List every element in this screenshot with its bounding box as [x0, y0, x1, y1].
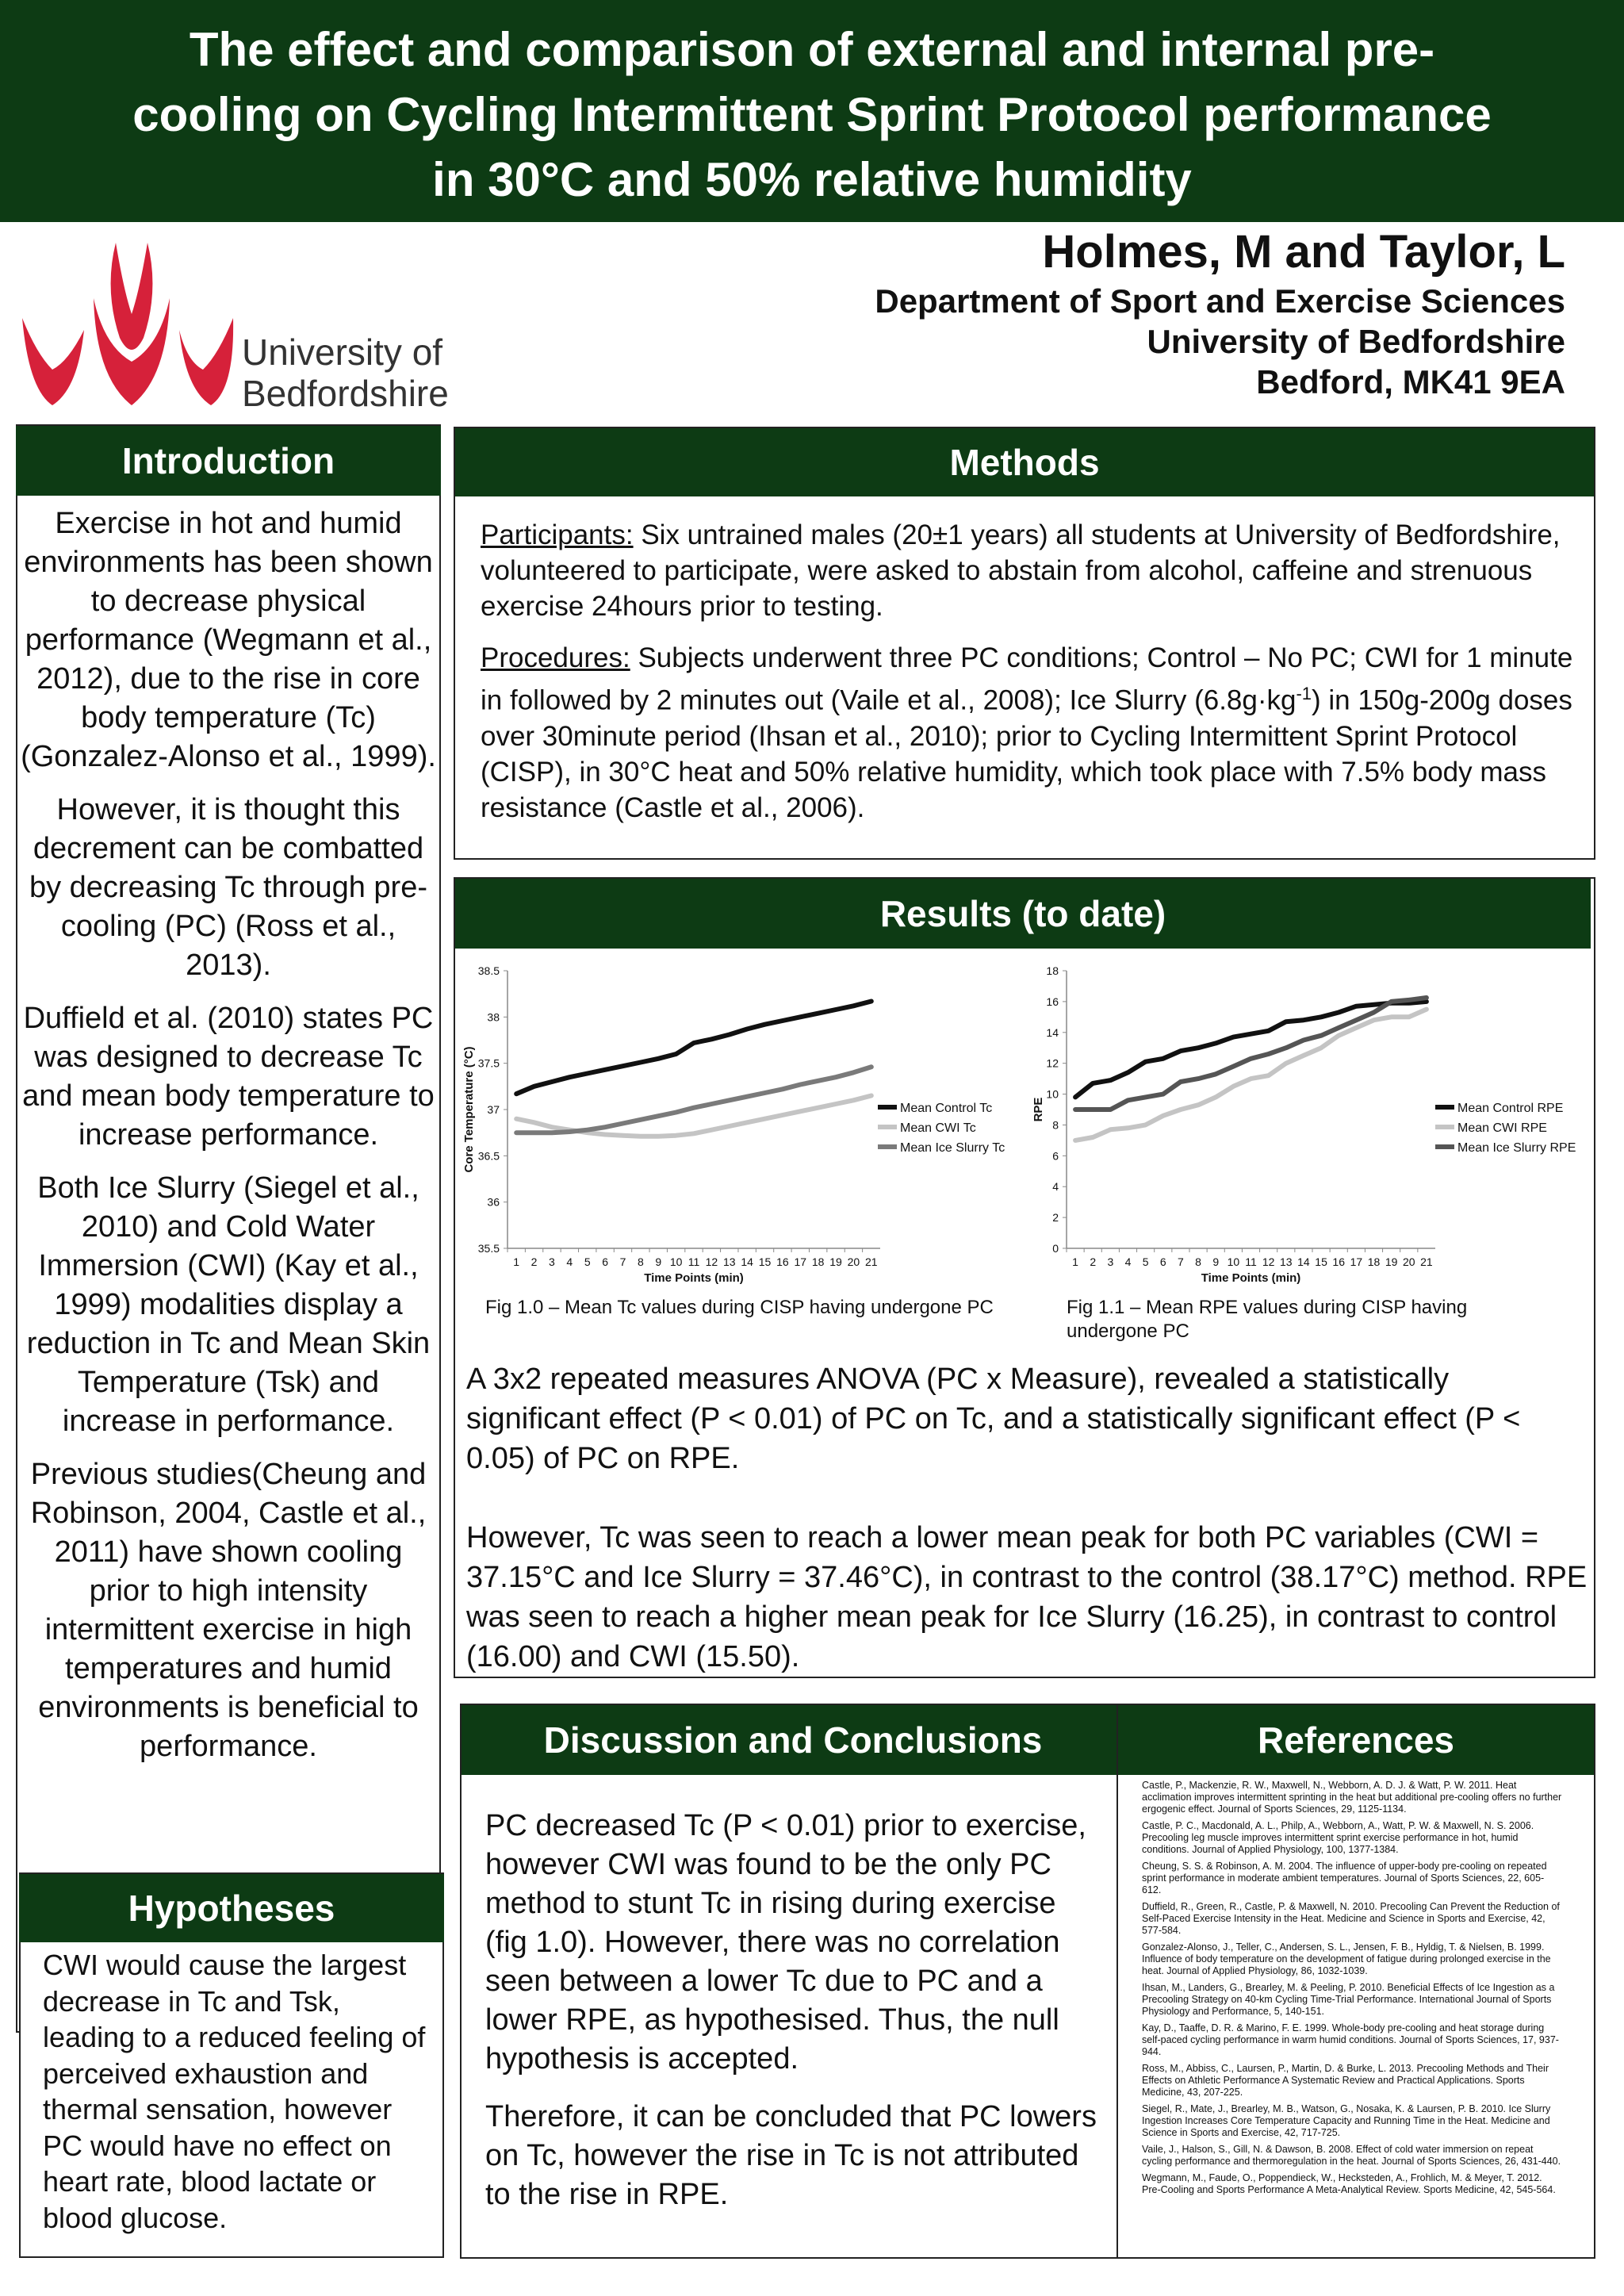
procedures-text-b: ) in 150g-200g doses over 30minute period (Ihsan et al., 2010); prior to Cycling Intermittent Sprint Protocol (CISP), in 30°C heat and 50% relative humidity, which took place with 7.5% body mass resistance (Castle et al., 2006).	[481, 684, 1572, 823]
reference-item: Gonzalez-Alonso, J., Teller, C., Andersen, S. L., Jensen, F. B., Hyldig, T. & Nielsen, B. 1999. Influence of body temperature on the development of fatigue during prolonged exercise in the heat. Journal of Applied Physiology, 86, 1032-1039.	[1142, 1941, 1551, 1976]
introduction-body	[21, 504, 436, 1780]
legend-label: Mean Ice Slurry RPE	[1457, 1141, 1576, 1155]
x-tick-label: 1	[513, 1255, 520, 1268]
y-tick-label: 37.5	[477, 1056, 500, 1070]
discussion-heading: Discussion and Conclusions	[462, 1705, 1124, 1775]
university-logo-icon	[21, 243, 235, 409]
logo-line-2: Bedfordshire	[242, 373, 449, 414]
x-tick-label: 18	[1367, 1255, 1381, 1268]
x-tick-label: 21	[1420, 1255, 1433, 1268]
reference-item: Cheung, S. S. & Robinson, A. M. 2004. The influence of upper-body pre-cooling on repeated sprint performance in moderate ambient temperatures. Journal of Sports Sciences, 22, 605-612.	[1142, 1861, 1547, 1895]
participants-label: Participants:	[481, 519, 634, 550]
participants-paragraph	[481, 517, 1575, 624]
university: University of Bedfordshire	[1147, 323, 1565, 360]
x-tick-label: 5	[1142, 1255, 1149, 1268]
x-tick-label: 18	[811, 1255, 825, 1268]
x-tick-label: 20	[1402, 1255, 1415, 1268]
x-tick-label: 14	[1297, 1255, 1310, 1268]
results-paragraph: A 3x2 repeated measures ANOVA (PC x Measure), revealed a statistically significant effect (P < 0.01) of PC on Tc, and a statistically significant effect (P < 0.05) of PC on RPE.	[466, 1363, 1521, 1475]
author-names: Holmes, M and Taylor, L	[1042, 226, 1565, 278]
x-tick-label: 13	[1279, 1255, 1293, 1268]
procedures-superscript: -1	[1296, 684, 1312, 703]
x-tick-label: 10	[1227, 1255, 1240, 1268]
y-tick-label: 4	[1052, 1180, 1059, 1194]
legend-label: Mean Control Tc	[900, 1102, 993, 1115]
y-tick-label: 36.5	[477, 1149, 500, 1163]
y-tick-label: 16	[1046, 995, 1059, 1008]
x-tick-label: 11	[1245, 1255, 1257, 1268]
x-tick-label: 5	[584, 1255, 591, 1268]
x-tick-label: 17	[794, 1255, 807, 1268]
series-line-2	[1075, 998, 1427, 1110]
reference-item: Castle, P., Mackenzie, R. W., Maxwell, N., Webborn, A. D. J. & Watt, P. W. 2011. Heat acclimation improves intermittent sprinting in the heat but additional pre-cooling offers no further ergogenic effect. Journal of Sports Sciences, 29, 1125-1134.	[1142, 1780, 1562, 1815]
x-axis-label: Time Points (min)	[644, 1271, 744, 1285]
x-tick-label: 7	[1178, 1255, 1184, 1268]
x-tick-label: 19	[1385, 1255, 1398, 1268]
x-tick-label: 13	[722, 1255, 736, 1268]
x-tick-label: 17	[1350, 1255, 1363, 1268]
x-tick-label: 4	[1124, 1255, 1132, 1268]
rpe-chart	[1031, 952, 1595, 1301]
legend-label: Mean Control RPE	[1457, 1102, 1564, 1115]
address: Bedford, MK41 9EA	[1256, 363, 1565, 401]
intro-paragraph: Exercise in hot and humid environments has been shown to decrease physical performance (Wegmann et al., 2012), due to the rise in core body temperature (Tc) (Gonzalez-Alonso et al., 1999).	[21, 507, 436, 773]
author-block	[875, 224, 1565, 402]
x-tick-label: 8	[1195, 1255, 1201, 1268]
y-tick-label: 35.5	[477, 1242, 500, 1255]
y-tick-label: 38.5	[477, 964, 500, 977]
x-tick-label: 15	[1315, 1255, 1327, 1268]
x-tick-label: 12	[1262, 1255, 1275, 1268]
intro-paragraph: Duffield et al. (2010) states PC was designed to decrease Tc and mean body temperature to increase performance.	[22, 1002, 435, 1152]
procedures-label: Procedures:	[481, 642, 630, 673]
x-tick-label: 9	[655, 1255, 662, 1268]
logo-line-1: University of	[242, 332, 443, 373]
y-tick-label: 2	[1052, 1211, 1059, 1225]
y-tick-label: 37	[487, 1103, 500, 1116]
x-tick-label: 1	[1072, 1255, 1078, 1268]
procedures-text-a: Subjects underwent three PC conditions; Control – No PC; CWI for 1 minute in followed by 2 minutes out (Vaile et al., 2008); Ice Slurry (6.8g·kg	[481, 642, 1573, 716]
x-tick-label: 16	[776, 1255, 789, 1268]
x-tick-label: 15	[758, 1255, 772, 1268]
title-line-3: in 30°C and 50% relative humidity	[432, 153, 1192, 206]
discussion-paragraph: Therefore, it can be concluded that PC lowers on Tc, however the rise in Tc is not attributed to the rise in RPE.	[485, 2100, 1097, 2211]
hypotheses-heading: Hypotheses	[19, 1874, 444, 1942]
intro-paragraph: Previous studies(Cheung and Robinson, 2004, Castle et al., 2011) have shown cooling prior to high intensity intermittent exercise in high temperatures and humid environments is beneficial to performance.	[30, 1458, 427, 1763]
x-tick-label: 19	[829, 1255, 842, 1268]
series-line-0	[1075, 1002, 1427, 1098]
reference-item: Duffield, R., Green, R., Castle, P. & Maxwell, N. 2010. Precooling Can Prevent the Reduction of Self-Paced Exercise Intensity in the Heat. Medicine and Science in Sports and Exercise, 42, 577-584.	[1142, 1901, 1560, 1936]
discussion-body	[485, 1807, 1104, 2233]
y-tick-label: 6	[1052, 1149, 1059, 1163]
x-axis-label: Time Points (min)	[1201, 1271, 1301, 1285]
x-tick-label: 3	[1107, 1255, 1114, 1268]
reference-item: Ross, M., Abbiss, C., Laursen, P., Martin, D. & Burke, L. 2013. Precooling Methods and Their Effects on Athletic Performance A Systematic Review and Practical Applications. Sports Medicine, 43, 207-225.	[1142, 2063, 1549, 2098]
y-tick-label: 38	[487, 1010, 500, 1024]
x-tick-label: 6	[602, 1255, 608, 1268]
core-temperature-chart	[460, 952, 1031, 1301]
title-line-1: The effect and comparison of external and internal pre-	[189, 23, 1435, 76]
legend-label: Mean Ice Slurry Tc	[900, 1141, 1005, 1155]
reference-item: Castle, P. C., Macdonald, A. L., Philp, A., Webborn, A., Watt, P. W. & Maxwell, N. S. 2006. Precooling leg muscle improves intermittent sprint exercise performance in hot, humid conditions. Journal of Applied Physiology, 100, 1377-1384.	[1142, 1820, 1534, 1855]
hypotheses-body: CWI would cause the largest decrease in Tc and Tsk, leading to a reduced feeling of perceived exhaustion and thermal sensation, however PC would have no effect on heart rate, blood lactate or blood glucose.	[43, 1949, 426, 2234]
introduction-heading: Introduction	[16, 426, 441, 496]
x-tick-label: 21	[865, 1255, 878, 1268]
y-tick-label: 0	[1052, 1242, 1059, 1255]
discussion-paragraph: PC decreased Tc (P < 0.01) prior to exercise, however CWI was found to be the only PC method to stunt Tc in rising during exercise (fig 1.0). However, there was no correlation seen between a lower Tc due to PC and a lower RPE, as hypothesised. Thus, the null hypothesis is accepted.	[485, 1809, 1086, 2076]
methods-heading: Methods	[455, 428, 1594, 496]
x-tick-label: 9	[1212, 1255, 1220, 1268]
poster-title	[0, 0, 1624, 213]
title-line-2: cooling on Cycling Intermittent Sprint Protocol performance	[132, 88, 1492, 141]
x-tick-label: 7	[619, 1255, 626, 1268]
x-tick-label: 8	[637, 1255, 644, 1268]
results-paragraph: However, Tc was seen to reach a lower mean peak for both PC variables (CWI = 37.15°C and Ice Slurry = 37.46°C), in contrast to the control (38.17°C) method. RPE was seen to reach a higher mean peak for Ice Slurry (16.25), in contrast to control (16.00) and CWI (15.50).	[466, 1521, 1588, 1673]
fig2-caption: Fig 1.1 – Mean RPE values during CISP having undergone PC	[1067, 1297, 1468, 1342]
reference-item: Vaile, J., Halson, S., Gill, N. & Dawson, B. 2008. Effect of cold water immersion on repeat cycling performance and thermoregulation in the heat. Journal of Sports Sciences, 26, 431-440.	[1142, 2144, 1561, 2167]
x-tick-label: 20	[847, 1255, 860, 1268]
y-tick-label: 36	[487, 1195, 500, 1209]
y-tick-label: 18	[1046, 964, 1059, 977]
x-tick-label: 6	[1159, 1255, 1166, 1268]
x-tick-label: 16	[1332, 1255, 1346, 1268]
legend-label: Mean CWI Tc	[900, 1121, 976, 1135]
legend-label: Mean CWI RPE	[1457, 1121, 1547, 1135]
x-tick-label: 2	[530, 1255, 538, 1268]
reference-item: Ihsan, M., Landers, G., Brearley, M. & Peeling, P. 2010. Beneficial Effects of Ice Ingestion as a Precooling Strategy on 40-km Cycling Time-Trial Performance. International Journal of Sports Physiology and Performance, 5, 140-151.	[1142, 1982, 1555, 2017]
procedures-paragraph	[481, 640, 1575, 826]
fig1-caption: Fig 1.0 – Mean Tc values during CISP having undergone PC	[485, 1297, 994, 1318]
methods-body	[481, 517, 1575, 841]
reference-item: Kay, D., Taaffe, D. R. & Marino, F. E. 1999. Whole-body pre-cooling and heat storage during self-paced cycling performance in warm humid conditions. Journal of Sports Sciences, 17, 937-944.	[1142, 2022, 1559, 2057]
y-tick-label: 8	[1052, 1118, 1059, 1132]
y-tick-label: 10	[1046, 1087, 1059, 1101]
results-heading: Results (to date)	[455, 879, 1591, 949]
references-list	[1142, 1780, 1562, 2201]
results-body	[466, 1359, 1589, 1716]
intro-paragraph: However, it is thought this decrement can be combatted by decreasing Tc through pre-cooling (PC) (Ross et al., 2013).	[29, 793, 428, 982]
x-tick-label: 2	[1090, 1255, 1097, 1268]
y-tick-label: 12	[1046, 1056, 1059, 1070]
y-axis-label: RPE	[1032, 1097, 1045, 1122]
reference-item: Wegmann, M., Faude, O., Poppendieck, W., Hecksteden, A., Frohlich, M. & Meyer, T. 2012. Pre-Cooling and Sports Performance A Meta-Analytical Review. Sports Medicine, 42, 545-564.	[1142, 2172, 1556, 2195]
department: Department of Sport and Exercise Sciences	[875, 282, 1565, 320]
references-heading: References	[1118, 1705, 1594, 1775]
x-tick-label: 10	[669, 1255, 683, 1268]
intro-paragraph: Both Ice Slurry (Siegel et al., 2010) and Cold Water Immersion (CWI) (Kay et al., 1999) modalities display a reduction in Tc and Mean Skin Temperature (Tsk) and increase in performance.	[26, 1171, 431, 1438]
x-tick-label: 14	[741, 1255, 753, 1268]
x-tick-label: 12	[705, 1255, 718, 1268]
title-banner	[0, 0, 1624, 222]
x-tick-label: 4	[566, 1255, 573, 1268]
x-tick-label: 3	[549, 1255, 555, 1268]
x-tick-label: 11	[688, 1255, 700, 1268]
logo-wordmark	[242, 332, 449, 414]
reference-item: Siegel, R., Mate, J., Brearley, M. B., Watson, G., Nosaka, K. & Laursen, P. B. 2010. Ice Slurry Ingestion Increases Core Temperature Capacity and Running Time in the Heat. Medicine and Science in Sports and Exercise, 42, 717-725.	[1142, 2103, 1551, 2138]
y-tick-label: 14	[1046, 1025, 1059, 1039]
y-axis-label: Core Temperature (°C)	[462, 1046, 476, 1173]
participants-text: Six untrained males (20±1 years) all students at University of Bedfordshire, volunteered to participate, were asked to abstain from alcohol, caffeine and strenuous exercise 24hours prior to testing.	[481, 519, 1561, 622]
